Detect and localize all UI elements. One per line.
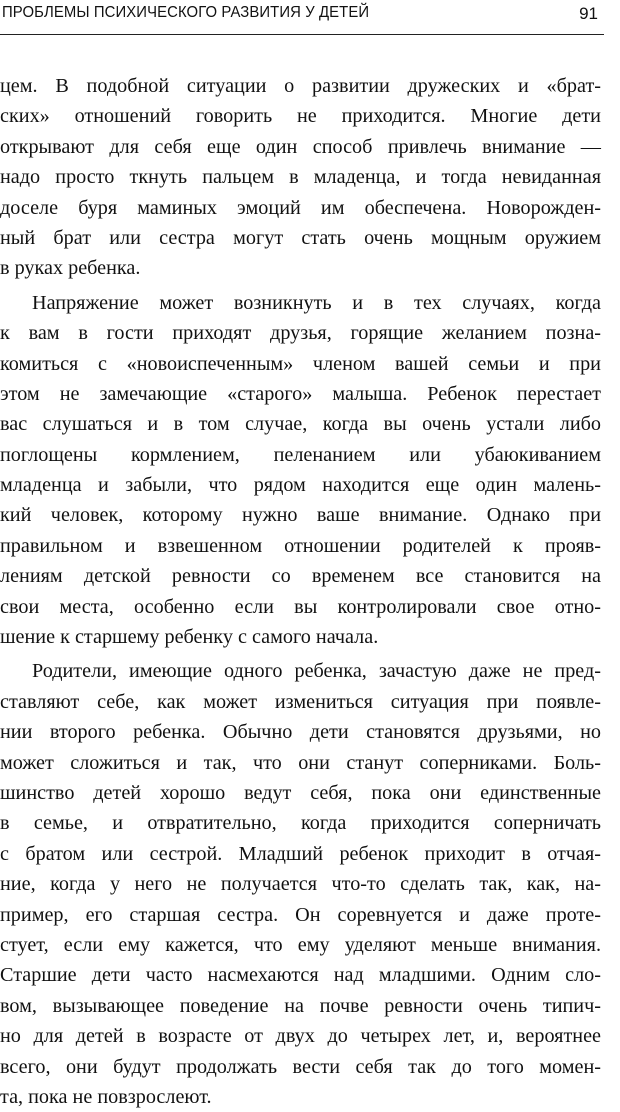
text-line: с братом или сестрой. Младший ребенок приходит в отчая- — [0, 842, 601, 865]
text-line: доселе буря маминых эмоций им обеспечена. Новорожден- — [0, 196, 601, 219]
text-line: ских» отношений говорить не приходится. Многие дети — [0, 105, 601, 128]
running-head: ПРОБЛЕМЫ ПСИХИЧЕСКОГО РАЗВИТИЯ У ДЕТЕЙ — [2, 4, 370, 21]
text-line: открывают для себя еще один способ привлечь внимание — — [0, 135, 601, 158]
text-line: в семье, и отвратительно, когда приходится соперничать — [0, 812, 601, 835]
text-line: но для детей в возрасте от двух до четырех лет, и, вероятнее — [0, 1025, 601, 1048]
text-line: в руках ребенка. — [0, 257, 141, 280]
text-line: свои места, особенно если вы контролировали свое отно- — [0, 595, 601, 618]
text-line: поглощены кормлением, пеленанием или убаюкиванием — [0, 443, 601, 466]
text-line: Родители, имеющие одного ребенка, зачастую даже не пред- — [32, 660, 601, 683]
text-line: к вам в гости приходят друзья, горящие желанием позна- — [0, 322, 601, 345]
text-line: ный брат или сестра могут стать очень мощным оружием — [0, 226, 601, 249]
paragraph — [0, 656, 601, 1112]
text-line: Старшие дети часто насмехаются над младшими. Одним сло- — [0, 964, 601, 987]
text-line: стует, если ему кажется, что ему уделяют меньше внимания. — [0, 933, 601, 956]
paragraph — [0, 71, 601, 284]
body-text — [0, 71, 601, 1112]
text-line: та, пока не повзрослеют. — [0, 1085, 212, 1108]
text-line: лениям детской ревности со временем все становится на — [0, 565, 601, 588]
text-line: пример, его старшая сестра. Он соревнуется и даже проте- — [0, 903, 601, 926]
page-header — [0, 0, 604, 35]
page-number: 91 — [579, 4, 598, 23]
text-line: ние, когда у него не получается что-то сделать так, как, на- — [0, 873, 601, 896]
text-line: кий человек, которому нужно ваше внимание. Однако при — [0, 504, 601, 527]
text-line: комиться с «новоиспеченным» членом вашей семьи и при — [0, 352, 601, 375]
text-line: шинство детей хорошо ведут себя, пока они единственные — [0, 781, 601, 804]
text-line: шение к старшему ребенку с самого начала. — [0, 626, 379, 649]
text-line: цем. В подобной ситуации о развитии дружеских и «брат- — [0, 75, 601, 97]
text-line: младенца и забыли, что рядом находится еще один малень- — [0, 474, 601, 497]
text-line: правильном и взвешенном отношении родителей к прояв- — [0, 534, 601, 557]
text-line: ставляют себе, как может измениться ситуация при появле- — [0, 690, 601, 713]
text-line: этом не замечающие «старого» малыша. Ребенок перестает — [0, 382, 601, 405]
text-line: надо просто ткнуть пальцем в младенца, и тогда невиданная — [0, 166, 601, 189]
text-line: может сложиться и так, что они станут соперниками. Боль- — [0, 751, 601, 774]
text-line: вом, вызывающее поведение на почве ревности очень типич- — [0, 994, 601, 1017]
text-line: всего, они будут продолжать вести себя так до того момен- — [0, 1055, 601, 1078]
text-line: вас слушаться и в том случае, когда вы очень устали либо — [0, 413, 601, 436]
paragraph — [0, 288, 601, 653]
text-line: нии второго ребенка. Обычно дети становятся друзьями, но — [0, 721, 601, 744]
text-line: Напряжение может возникнуть и в тех случаях, когда — [32, 291, 601, 314]
